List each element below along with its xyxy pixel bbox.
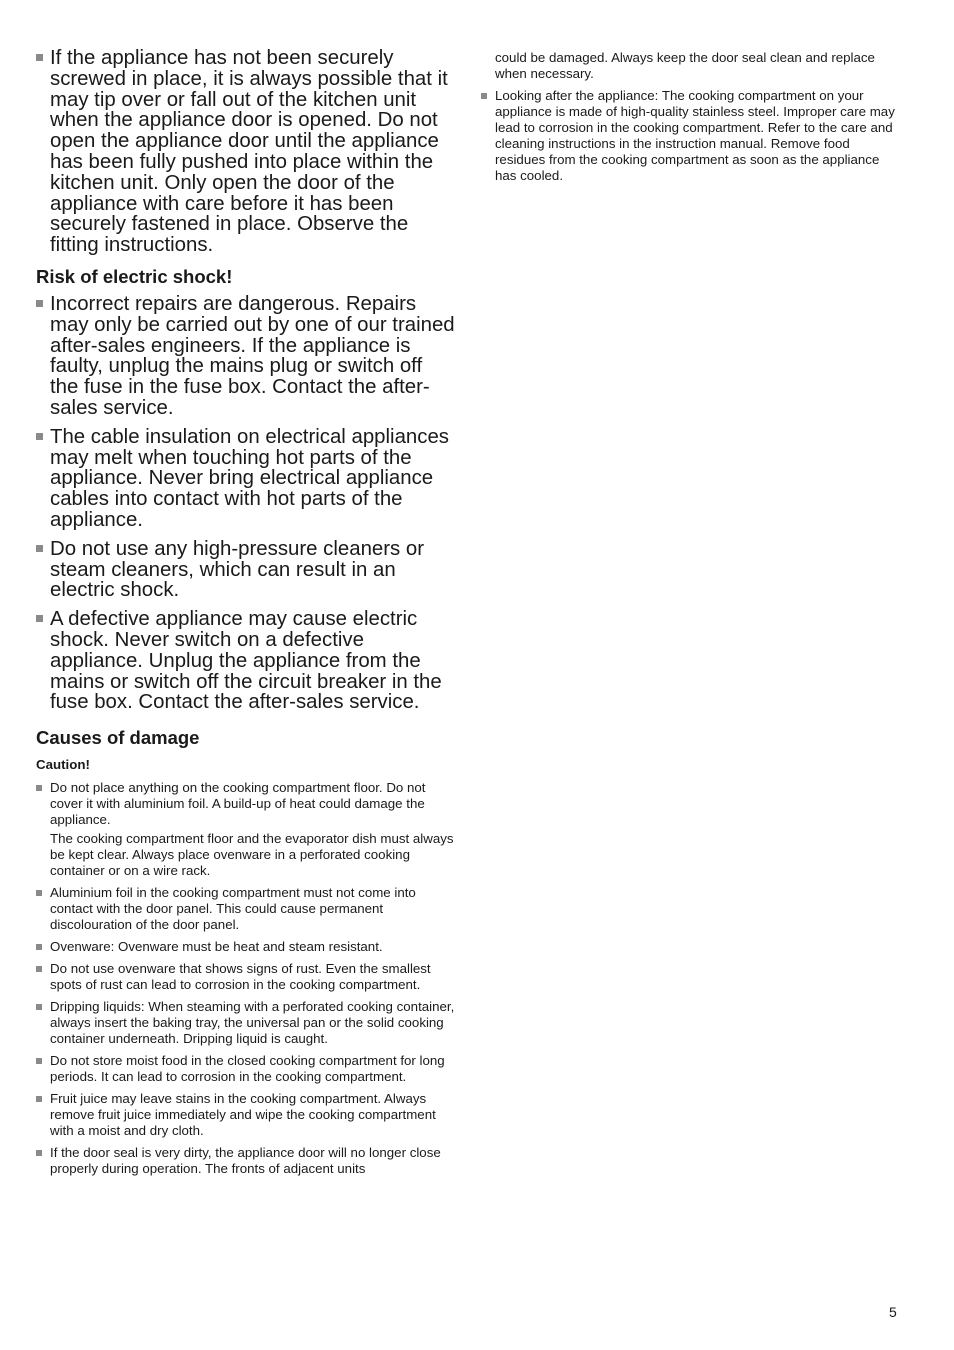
- square-bullet-icon: [36, 785, 42, 791]
- square-bullet-icon: [36, 966, 42, 972]
- right-column: [481, 50, 901, 190]
- list-item: Incorrect repairs are dangerous. Repairs may only be carried out by one of our trained after-sales engineers. If the appliance is faulty, unplug the mains plug or switch off the fuse in the fuse box. Contact the after-sales service.: [36, 294, 456, 419]
- electric-shock-list: [36, 294, 456, 713]
- square-bullet-icon: [36, 300, 43, 307]
- square-bullet-icon: [36, 54, 43, 61]
- caution-label: Caution!: [36, 757, 90, 773]
- page-number: 5: [889, 1304, 897, 1320]
- list-item: If the appliance has not been securely screwed in place, it is always possible that it may tip over or fall out of the kitchen unit when the appliance door is opened. Do not open the appliance door until the appliance has been fully pushed into place within the kitchen unit. Only open the door of the appliance with care before it has been securely fastened in place. Observe the fitting instructions.: [36, 48, 456, 256]
- list-item: Do not use any high-pressure cleaners or steam cleaners, which can result in an electric shock.: [36, 539, 456, 601]
- square-bullet-icon: [36, 615, 43, 622]
- intro-list: [36, 48, 456, 256]
- list-item: If the door seal is very dirty, the appliance door will no longer close properly during operation. The fronts of adjacent units: [36, 1145, 456, 1177]
- square-bullet-icon: [36, 1004, 42, 1010]
- list-item: The cable insulation on electrical appliances may melt when touching hot parts of the appliance. Never bring electrical appliance cables into contact with hot parts of the appliance.: [36, 427, 456, 531]
- left-column: [36, 48, 456, 1183]
- square-bullet-icon: [36, 545, 43, 552]
- square-bullet-icon: [36, 433, 43, 440]
- square-bullet-icon: [36, 890, 42, 896]
- care-list: [481, 88, 901, 184]
- square-bullet-icon: [36, 944, 42, 950]
- list-item: Dripping liquids: When steaming with a perforated cooking container, always insert the baking tray, the universal pan or the solid cooking container underneath. Dripping liquid is caught.: [36, 999, 456, 1047]
- square-bullet-icon: [36, 1096, 42, 1102]
- list-item-continuation: The cooking compartment floor and the evaporator dish must always be kept clear. Always place ovenware in a perforated cooking container or on a wire rack.: [50, 831, 454, 879]
- square-bullet-icon: [36, 1058, 42, 1064]
- list-item: Do not store moist food in the closed cooking compartment for long periods. It can lead to corrosion in the cooking compartment.: [36, 1053, 456, 1085]
- list-item: Ovenware: Ovenware must be heat and steam resistant.: [36, 939, 456, 955]
- list-item: Do not use ovenware that shows signs of rust. Even the smallest spots of rust can lead to corrosion in the cooking compartment.: [36, 961, 456, 993]
- list-item: Looking after the appliance: The cooking compartment on your appliance is made of high-quality stainless steel. Improper care may lead to corrosion in the cooking compartment. Refer to the care and cleaning instructions in the instruction manual. Remove food residues from the cooking compartment as soon as the appliance has cooled.: [481, 88, 901, 184]
- section-heading-causes-of-damage: Causes of damage: [36, 727, 200, 749]
- list-item: Fruit juice may leave stains in the cooking compartment. Always remove fruit juice immediately and wipe the cooking compartment with a moist and dry cloth.: [36, 1091, 456, 1139]
- list-item: A defective appliance may cause electric shock. Never switch on a defective appliance. Unplug the appliance from the mains or switch off the circuit breaker in the fuse box. Contact the after-sales service.: [36, 609, 456, 713]
- list-item: Aluminium foil in the cooking compartment must not come into contact with the door panel. This could cause permanent discolouration of the door panel.: [36, 885, 456, 933]
- square-bullet-icon: [36, 1150, 42, 1156]
- continued-text: could be damaged. Always keep the door seal clean and replace when necessary.: [495, 50, 875, 81]
- damage-list: [36, 780, 456, 1177]
- square-bullet-icon: [481, 93, 487, 99]
- section-heading-electric-shock: Risk of electric shock!: [36, 265, 233, 287]
- list-item: Do not place anything on the cooking compartment floor. Do not cover it with aluminium foil. A build-up of heat could damage the appliance. The cooking compartment floor and the evaporator dish must always be kept clear. Always place ovenware in a perforated cooking container or on a wire rack.: [36, 780, 456, 879]
